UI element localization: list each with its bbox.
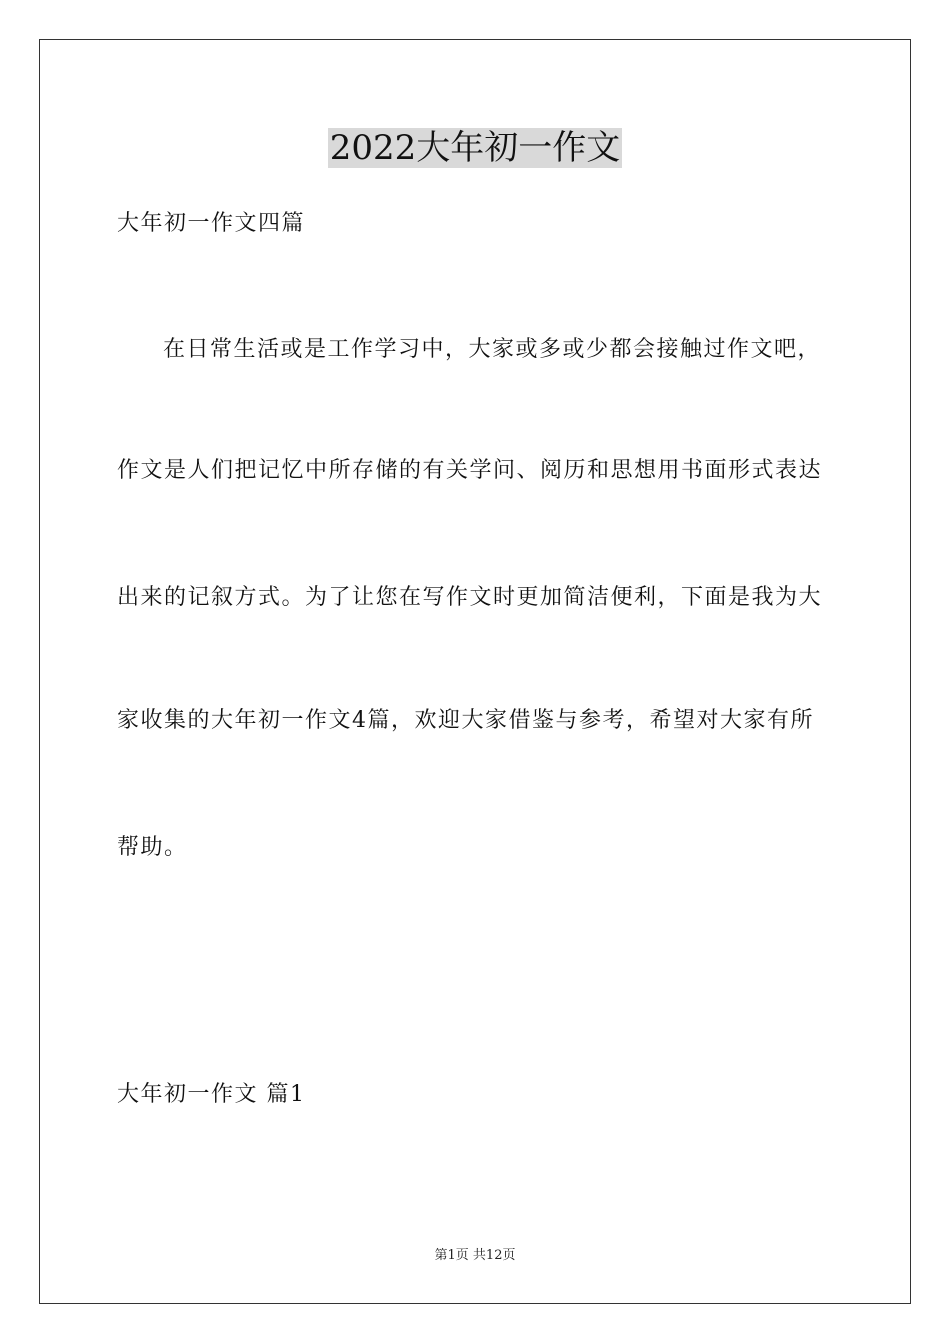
paragraph-line: 作文是人们把记忆中所存储的有关学问、阅历和思想用书面形式表达 <box>117 458 823 483</box>
page-footer: 第1页 共12页 <box>434 1248 516 1263</box>
paragraph-line: 出来的记叙方式。为了让您在写作文时更加简洁便利，下面是我为大 <box>117 585 823 610</box>
document-title <box>0 126 950 170</box>
paragraph-line: 帮助。 <box>117 835 188 860</box>
paragraph-line: 在日常生活或是工作学习中，大家或多或少都会接触过作文吧， <box>163 337 822 362</box>
document-subtitle: 大年初一作文四篇 <box>117 211 306 236</box>
document-title-text: 2022大年初一作文 <box>329 128 621 168</box>
paragraph-line: 家收集的大年初一作文4篇，欢迎大家借鉴与参考，希望对大家有所 <box>117 708 814 733</box>
section-heading: 大年初一作文 篇1 <box>117 1082 306 1107</box>
